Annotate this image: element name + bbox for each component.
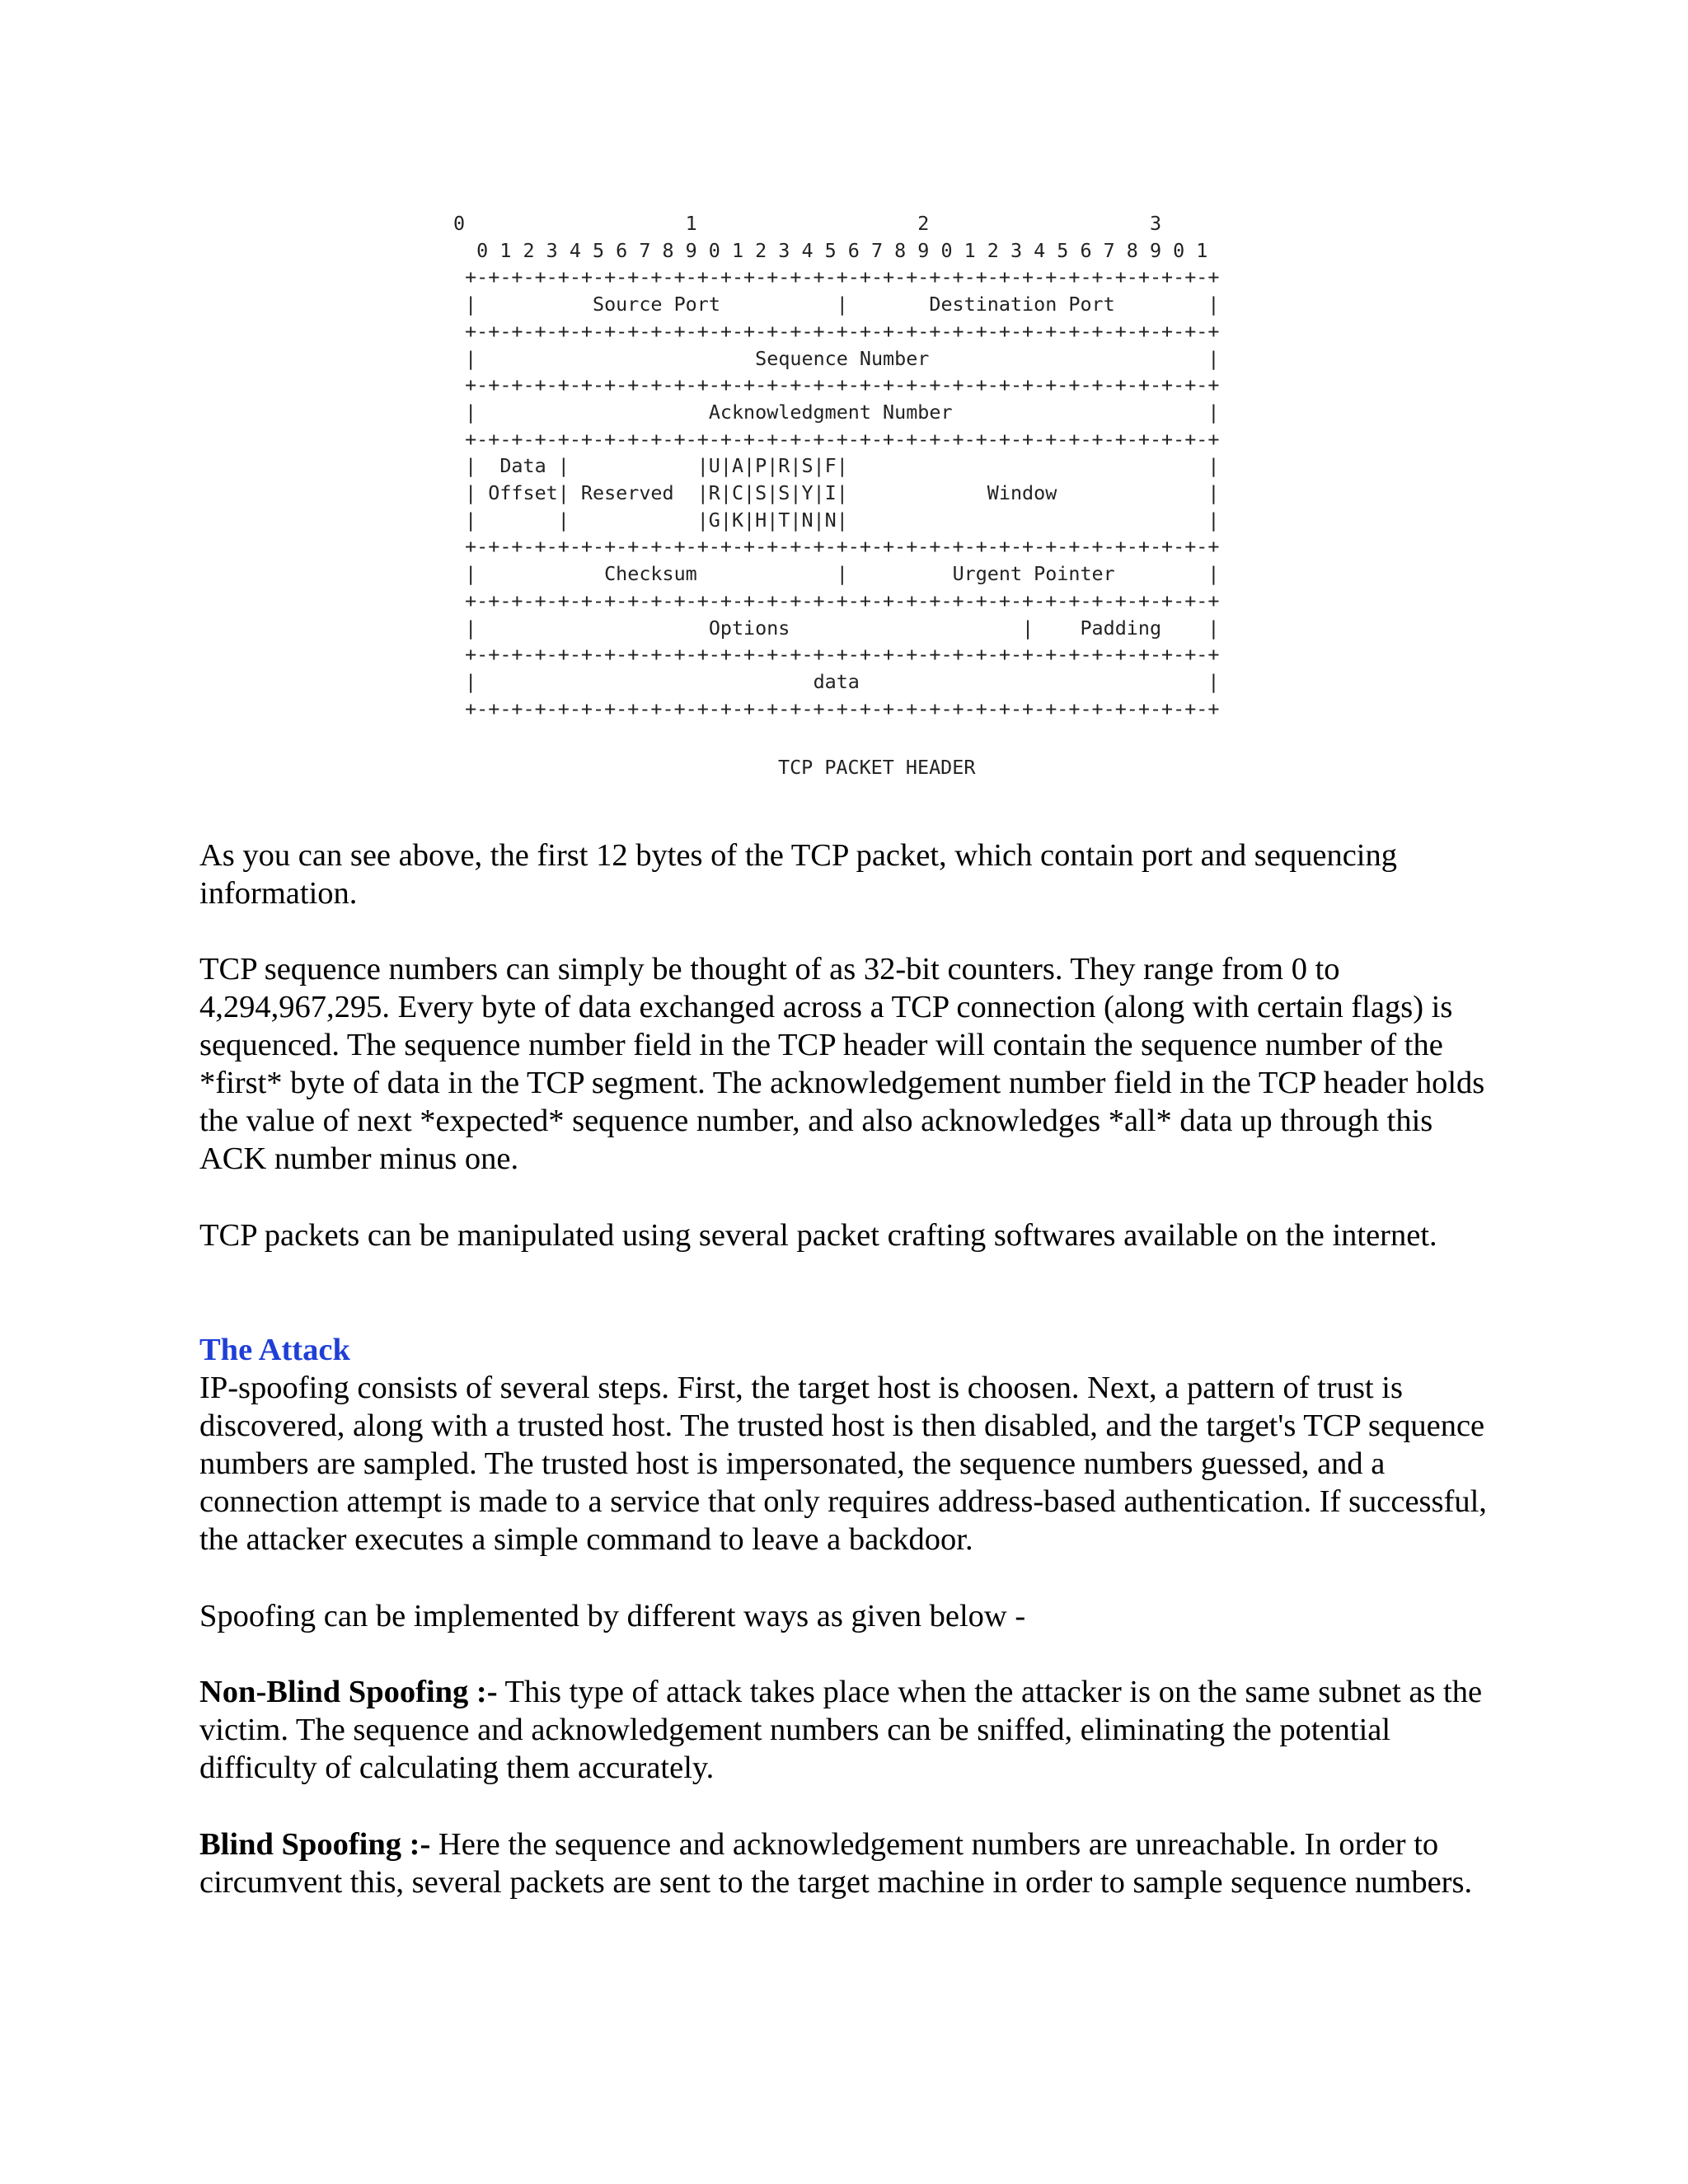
paragraph-intro: As you can see above, the first 12 bytes of the TCP packet, which contain port and sequencing information.	[199, 838, 1397, 911]
field-checksum: Checksum	[604, 562, 697, 586]
non-blind-spoofing-description: This type of attack takes place when the attacker is on the same subnet as the victim. The sequence and acknowledgement numbers can be sniffed, eliminating the potential difficulty of calculating them accurately.	[199, 1675, 1483, 1785]
term-blind-spoofing: Blind Spoofing :-	[199, 1827, 431, 1862]
tcp-header-diagram: 0 1 2 3 0 1 2 3 4 5 6 7 8 9 0 1 2 3 4 5 6 7 8 9 0 1 2 3 4 5 6 7 8 9 0 1 +-+-+-+-+-+-+-+-+-+-+-+-+-+-+-+-+-+-+-+-+-+-+-+-+-+-+-+-+-+-+-+-+ | Source Port | Destination Port | +-+-+-+-+-+-+-+-+-+-+-+-+-+-+-+-+-+-+-+-+-+-+-+-+-+-+-+-+-+-+-+-+ | Sequence Number | +-+-+-+-+-+-+-+-+-+-+-+-+-+-+-+-+-+-+-+-+-+-+-+-+-+-+-+-+-+-+-+-+ | Acknowledgment Number | +-+-+-+-+-+-+-+-+-+-+-+-+-+-+-+-+-+-+-+-+-+-+-+-+-+-+-+-+-+-+-+-+ | Data | |U|A|P|R|S|F| | | Offset| Reserved |R|C|S|S|Y|I| Window | | | |G|K|H|T|N|N| | +-+-+-+-+-+-+-+-+-+-+-+-+-+-+-+-+-+-+-+-+-+-+-+-+-+-+-+-+-+-+-+-+ | Checksum | Urgent Pointer | +-+-+-+-+-+-+-+-+-+-+-+-+-+-+-+-+-+-+-+-+-+-+-+-+-+-+-+-+-+-+-+-+ | Options | Padding | +-+-+-+-+-+-+-+-+-+-+-+-+-+-+-+-+-+-+-+-+-+-+-+-+-+-+-+-+-+-+-+-+ | data | +-+-+-+-+-+-+-+-+-+-+-+-+-+-+-+-+-+-+-+-+-+-+-+-+-+-+-+-+-+-+-+-+	[453, 212, 1220, 720]
field-sequence-number: Sequence Number	[755, 346, 930, 370]
field-data: data	[813, 669, 860, 693]
bit-numbering-units: 0 1 2 3 4 5 6 7 8 9 0 1 2 3 4 5 6 7 8 9 0 1 2 3 4 5 6 7 8 9 0 1	[453, 238, 1208, 262]
field-options: Options	[708, 616, 790, 640]
paragraph-non-blind-spoofing	[199, 1673, 1502, 1787]
tcp-header-figure	[453, 210, 1245, 787]
paragraph-spoofing-ways: Spoofing can be implemented by different ways as given below -	[199, 1599, 1026, 1633]
figure-caption: TCP PACKET HEADER	[778, 756, 976, 779]
field-acknowledgment-number: Acknowledgment Number	[708, 400, 953, 424]
field-padding: Padding	[1080, 616, 1162, 640]
field-source-port: Source Port	[593, 293, 720, 316]
paragraph-packet-crafting: TCP packets can be manipulated using several packet crafting softwares available on the internet.	[199, 1218, 1437, 1253]
field-urgent-pointer: Urgent Pointer	[952, 562, 1115, 586]
blind-spoofing-description: Here the sequence and acknowledgement numbers are unreachable. In order to circumvent this, several packets are sent to the target machine in order to sample sequence numbers.	[199, 1827, 1473, 1900]
section-heading-the-attack: The Attack	[199, 1333, 350, 1367]
field-destination-port: Destination Port	[929, 293, 1115, 316]
bit-numbering-tens: 0 1 2 3	[453, 212, 1162, 235]
paragraph-blind-spoofing	[199, 1825, 1502, 1901]
paragraph-attack-steps: IP-spoofing consists of several steps. First, the target host is choosen. Next, a pattern of trust is discovered, along with a trusted host. The trusted host is then disabled, and the target's TCP sequence numbers are sampled. The trusted host is impersonated, the sequence numbers guessed, and a connection attempt is made to a service that only requires address-based authentication. If successful, the attacker executes a simple command to leave a backdoor.	[199, 1371, 1487, 1557]
paragraph-sequence-numbers: TCP sequence numbers can simply be thought of as 32-bit counters. They range from 0 to 4,294,967,295. Every byte of data exchanged across a TCP connection (along with certain flags) is sequenced. The sequence number field in the TCP header will contain the sequence number of the *first* byte of data in the TCP segment. The acknowledgement number field in the TCP header holds the value of next *expected* sequence number, and also acknowledges *all* data up through this ACK number minus one.	[199, 952, 1485, 1176]
term-non-blind-spoofing: Non-Blind Spoofing :-	[199, 1675, 498, 1709]
